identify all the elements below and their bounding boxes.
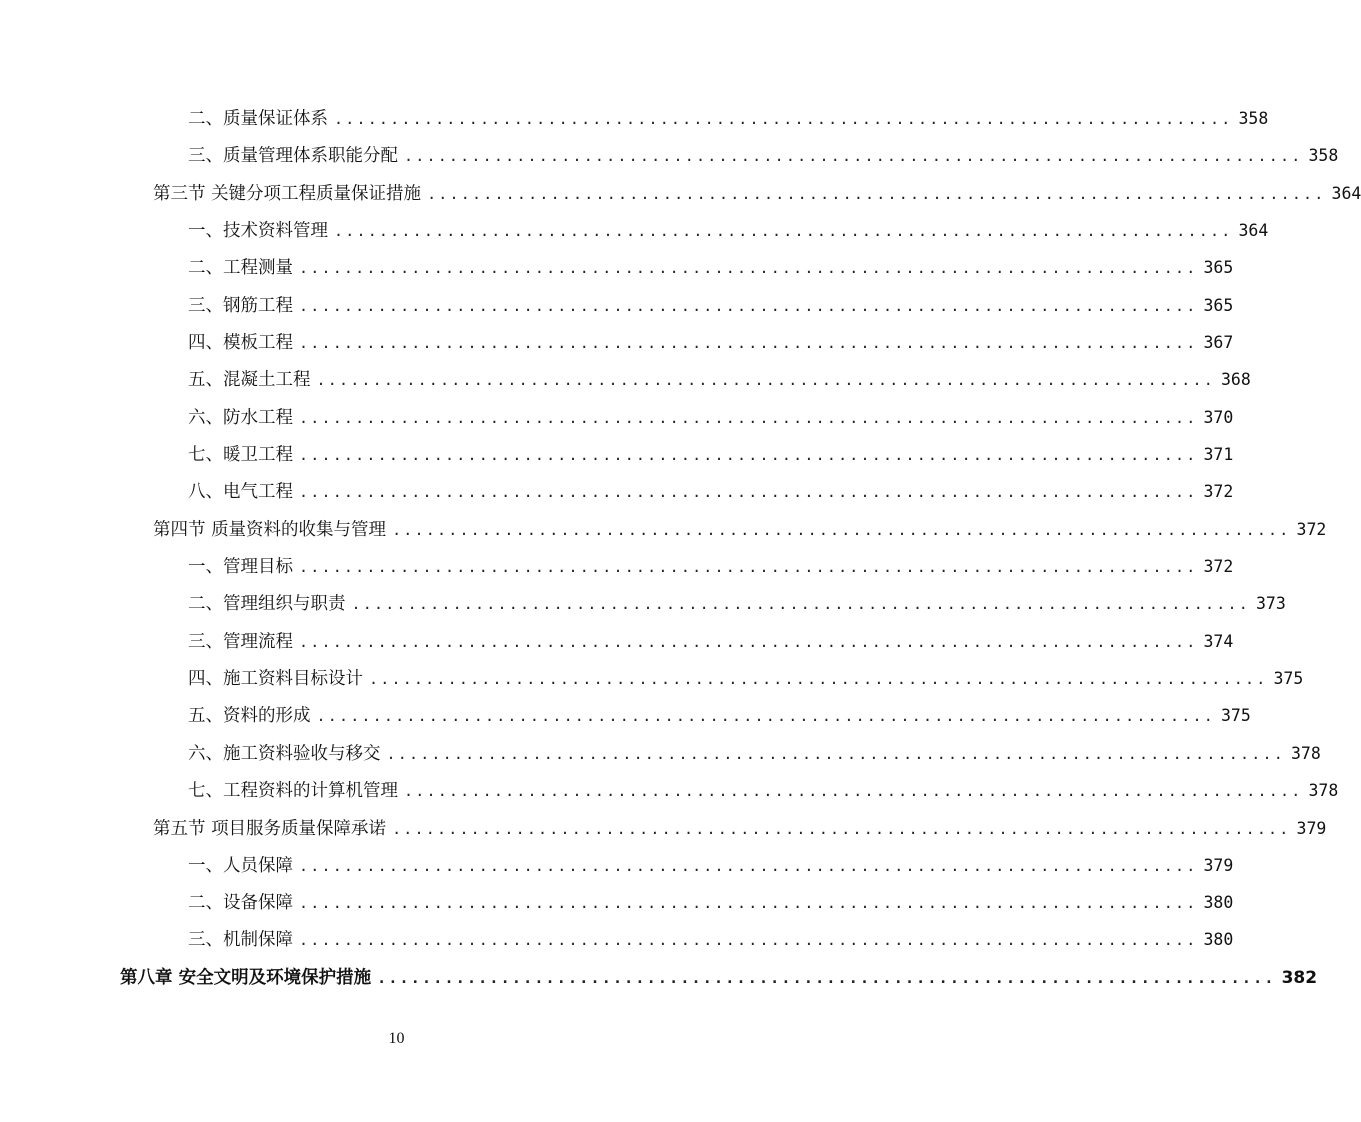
toc-item-entry[interactable]	[188, 852, 1234, 880]
toc-entry-label: 一、人员保障	[188, 856, 293, 876]
toc-item-entry[interactable]	[188, 926, 1234, 954]
toc-entry-label: 二、质量保证体系	[188, 109, 328, 129]
toc-entry-page: 372	[1296, 520, 1327, 539]
toc-entry-label: 四、施工资料目标设计	[188, 669, 363, 689]
toc-dot-leader: ................................................................................	[299, 558, 1198, 576]
toc-entry-label: 三、钢筋工程	[188, 296, 293, 316]
toc-item-entry[interactable]	[188, 441, 1234, 469]
toc-entry-page: 368	[1220, 370, 1251, 389]
toc-entry-label: 一、技术资料管理	[188, 221, 328, 241]
toc-dot-leader: ................................................................................	[299, 633, 1198, 651]
toc-entry-page: 371	[1203, 445, 1234, 464]
toc-item-entry[interactable]	[188, 366, 1251, 394]
toc-entry-page: 375	[1220, 706, 1251, 725]
toc-entry-label: 六、防水工程	[188, 408, 293, 428]
toc-entry-label: 七、暖卫工程	[188, 445, 293, 465]
toc-item-entry[interactable]	[188, 665, 1304, 693]
toc-item-entry[interactable]	[188, 329, 1234, 357]
toc-item-entry[interactable]	[188, 628, 1234, 656]
toc-entry-label: 七、工程资料的计算机管理	[188, 781, 398, 801]
toc-dot-leader: ................................................................................	[299, 409, 1198, 427]
toc-entry-page: 378	[1290, 744, 1321, 763]
toc-entry-page: 378	[1308, 781, 1339, 800]
toc-entry-page: 367	[1203, 333, 1234, 352]
toc-entry-label: 第五节 项目服务质量保障承诺	[153, 819, 387, 839]
toc-entry-label: 三、质量管理体系职能分配	[188, 146, 398, 166]
toc-dot-leader: ................................................................................	[377, 969, 1276, 987]
toc-section-entry[interactable]	[153, 180, 1361, 208]
toc-section-entry[interactable]	[153, 516, 1327, 544]
toc-entry-label: 三、管理流程	[188, 632, 293, 652]
toc-entry-page: 365	[1203, 258, 1234, 277]
toc-entry-label: 第三节 关键分项工程质量保证措施	[153, 184, 422, 204]
toc-entry-page: 358	[1238, 109, 1269, 128]
page-number: 10	[388, 1030, 405, 1047]
toc-entry-page: 364	[1238, 221, 1269, 240]
toc-dot-leader: ................................................................................	[369, 670, 1268, 688]
toc-entry-page: 382	[1281, 968, 1318, 988]
toc-entry-page: 370	[1203, 408, 1234, 427]
toc-entry-label: 五、混凝土工程	[188, 370, 311, 390]
toc-item-entry[interactable]	[188, 292, 1234, 320]
toc-entry-label: 一、管理目标	[188, 557, 293, 577]
toc-dot-leader: ................................................................................	[299, 894, 1198, 912]
toc-entry-label: 六、施工资料验收与移交	[188, 744, 381, 764]
toc-dot-leader: ................................................................................	[386, 745, 1285, 763]
toc-entry-page: 379	[1296, 819, 1327, 838]
toc-entry-page: 379	[1203, 856, 1234, 875]
toc-item-entry[interactable]	[188, 217, 1269, 245]
toc-item-entry[interactable]	[188, 702, 1251, 730]
toc-dot-leader: ................................................................................	[299, 483, 1198, 501]
toc-item-entry[interactable]	[188, 105, 1269, 133]
toc-entry-label: 四、模板工程	[188, 333, 293, 353]
toc-entry-label: 二、设备保障	[188, 893, 293, 913]
toc-dot-leader: ................................................................................	[299, 259, 1198, 277]
toc-entry-page: 364	[1331, 184, 1361, 203]
toc-item-entry[interactable]	[188, 142, 1339, 170]
toc-dot-leader: ................................................................................	[299, 334, 1198, 352]
toc-dot-leader: ................................................................................	[316, 707, 1215, 725]
toc-dot-leader: ................................................................................	[427, 185, 1326, 203]
toc-dot-leader: ................................................................................	[334, 110, 1233, 128]
toc-entry-label: 二、管理组织与职责	[188, 594, 346, 614]
toc-dot-leader: ................................................................................	[351, 595, 1250, 613]
toc-entry-label: 第四节 质量资料的收集与管理	[153, 520, 387, 540]
toc-entry-label: 五、资料的形成	[188, 706, 311, 726]
toc-item-entry[interactable]	[188, 740, 1321, 768]
toc-dot-leader: ................................................................................	[299, 931, 1198, 949]
toc-dot-leader: ................................................................................	[299, 446, 1198, 464]
toc-entry-page: 374	[1203, 632, 1234, 651]
toc-dot-leader: ................................................................................	[334, 222, 1233, 240]
toc-entry-page: 373	[1255, 594, 1286, 613]
toc-entry-page: 375	[1273, 669, 1304, 688]
toc-entry-label: 三、机制保障	[188, 930, 293, 950]
toc-entry-page: 365	[1203, 296, 1234, 315]
toc-dot-leader: ................................................................................	[299, 857, 1198, 875]
toc-entry-label: 第八章 安全文明及环境保护措施	[120, 968, 372, 988]
toc-item-entry[interactable]	[188, 777, 1339, 805]
toc-entry-page: 380	[1203, 930, 1234, 949]
toc-dot-leader: ................................................................................	[404, 147, 1303, 165]
toc-item-entry[interactable]	[188, 478, 1234, 506]
toc-dot-leader: ................................................................................	[299, 297, 1198, 315]
toc-entry-page: 372	[1203, 557, 1234, 576]
toc-item-entry[interactable]	[188, 254, 1234, 282]
toc-entry-page: 372	[1203, 482, 1234, 501]
toc-chapter-entry[interactable]	[120, 964, 1318, 992]
toc-dot-leader: ................................................................................	[392, 820, 1291, 838]
toc-dot-leader: ................................................................................	[392, 521, 1291, 539]
toc-entry-label: 二、工程测量	[188, 258, 293, 278]
toc-item-entry[interactable]	[188, 590, 1286, 618]
toc-entry-page: 380	[1203, 893, 1234, 912]
toc-entry-page: 358	[1308, 146, 1339, 165]
toc-item-entry[interactable]	[188, 889, 1234, 917]
toc-dot-leader: ................................................................................	[316, 371, 1215, 389]
toc-item-entry[interactable]	[188, 553, 1234, 581]
toc-dot-leader: ................................................................................	[404, 782, 1303, 800]
toc-section-entry[interactable]	[153, 815, 1327, 843]
toc-item-entry[interactable]	[188, 404, 1234, 432]
toc-entry-label: 八、电气工程	[188, 482, 293, 502]
